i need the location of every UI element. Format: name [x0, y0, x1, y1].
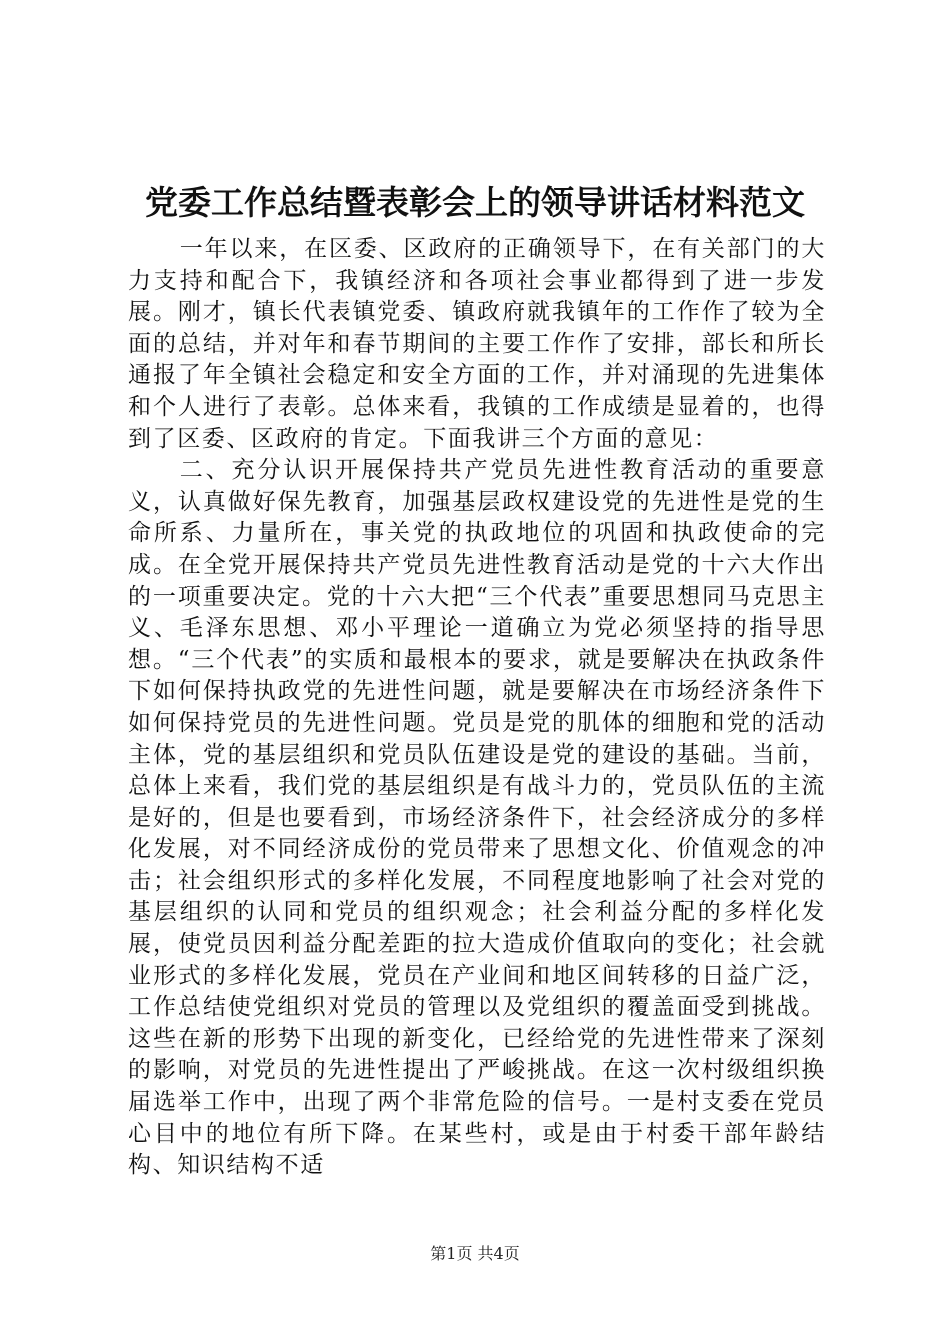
document-title: 党委工作总结暨表彰会上的领导讲话材料范文 [145, 183, 805, 222]
paragraph-2: 二、充分认识开展保持共产党员先进性教育活动的重要意义，认真做好保先教育，加强基层政权建设党的先进性是党的生命所系、力量所在，事关党的执政地位的巩固和执政使命的完成。在全党开展保持共产党员先进性教育活动是党的十六大作出的一项重要决定。党的十六大把“三个代表”重要思想同马克思主义、毛泽东思想、邓小平理论一道确立为党必须坚持的指导思想。“三个代表”的实质和最根本的要求，就是要解决在执政条件下如何保持执政党的先进性问题，就是要解决在市场经济条件下如何保持党员的先进性问题。党员是党的肌体的细胞和党的活动主体，党的基层组织和党员队伍建设是党的建设的基础。当前，总体上来看，我们党的基层组织是有战斗力的，党员队伍的主流是好的，但是也要看到，市场经济条件下，社会经济成分的多样化发展，对不同经济成份的党员带来了思想文化、价值观念的冲击；社会组织形式的多样化发展，不同程度地影响了社会对党的基层组织的认同和党员的组织观念；社会利益分配的多样化发展，使党员因利益分配差距的拉大造成价值取向的变化；社会就业形式的多样化发展，党员在产业间和地区间转移的日益广泛，工作总结使党组织对党员的管理以及党组织的覆盖面受到挑战。这些在新的形势下出现的新变化，已经给党的先进性带来了深刻的影响，对党员的先进性提出了严峻挑战。在这一次村级组织换届选举工作中，出现了两个非常危险的信号。一是村支委在党员心目中的地位有所下降。在某些村，或是由于村委干部年龄结构、知识结构不适 [128, 457, 826, 1179]
document-body [128, 234, 826, 1182]
page-number: 第1页 共4页 [430, 1244, 520, 1263]
paragraph-1: 一年以来，在区委、区政府的正确领导下，在有关部门的大力支持和配合下，我镇经济和各项社会事业都得到了进一步发展。刚才，镇长代表镇党委、镇政府就我镇年的工作作了较为全面的总结，并对年和春节期间的主要工作作了安排，部长和所长通报了年全镇社会稳定和安全方面的工作，并对涌现的先进集体和个人进行了表彰。总体来看，我镇的工作成绩是显着的，也得到了区委、区政府的肯定。下面我讲三个方面的意见： [128, 236, 826, 452]
